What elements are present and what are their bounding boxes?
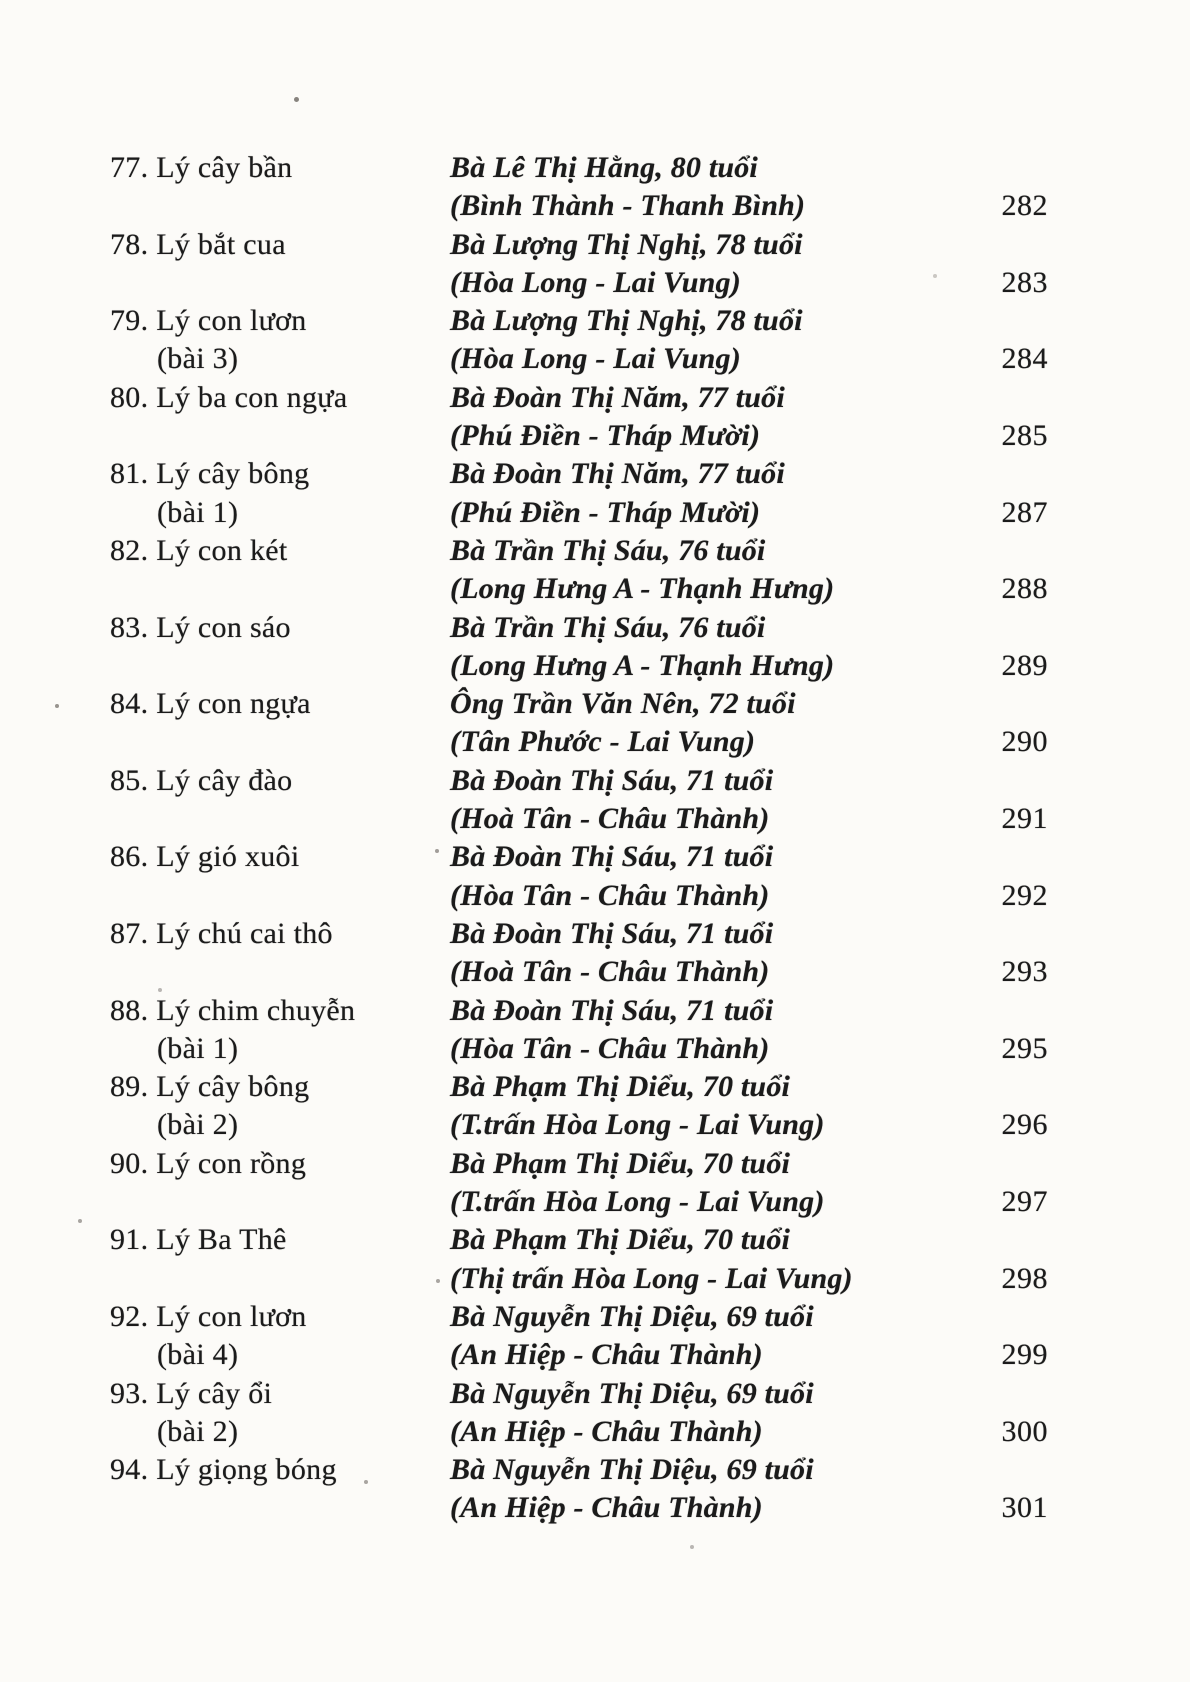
toc-entry bbox=[110, 1068, 1048, 1145]
entry-title: 79. Lý con lươn bbox=[110, 304, 307, 338]
entry-title-cell bbox=[110, 149, 450, 226]
entry-place: (Long Hưng A - Thạnh Hưng) bbox=[450, 648, 835, 682]
entry-performer: Bà Đoàn Thị Sáu, 71 tuổi bbox=[450, 993, 774, 1027]
entry-subtitle bbox=[110, 877, 450, 915]
toc-entry bbox=[110, 1221, 1048, 1298]
entry-page-number: 295 bbox=[1001, 1031, 1048, 1065]
scan-speck bbox=[78, 1219, 82, 1223]
entry-performer: Bà Đoàn Thị Sáu, 71 tuổi bbox=[450, 840, 774, 874]
entry-title-cell bbox=[110, 1298, 450, 1375]
scan-speck bbox=[690, 1545, 694, 1549]
entry-title: 91. Lý Ba Thê bbox=[110, 1223, 287, 1257]
entry-page-cell bbox=[928, 915, 1048, 992]
entry-place: (Hoà Tân - Châu Thành) bbox=[450, 802, 770, 836]
toc-entry bbox=[110, 685, 1048, 762]
entry-title: 90. Lý con rồng bbox=[110, 1146, 307, 1180]
entry-title-cell bbox=[110, 762, 450, 839]
entry-title-cell bbox=[110, 685, 450, 762]
entry-page-spacer bbox=[928, 1451, 1048, 1489]
entry-performer: Bà Trần Thị Sáu, 76 tuổi bbox=[450, 533, 766, 567]
scan-speck bbox=[364, 1480, 368, 1484]
entry-page-number: 297 bbox=[1001, 1185, 1048, 1219]
scan-speck bbox=[933, 274, 937, 278]
entry-page-cell bbox=[928, 532, 1048, 609]
scan-speck bbox=[294, 97, 299, 102]
entry-page-spacer bbox=[928, 379, 1048, 417]
entry-page-spacer bbox=[928, 226, 1048, 264]
entry-title: 94. Lý giọng bóng bbox=[110, 1453, 337, 1487]
entry-performer: Bà Lượng Thị Nghị, 78 tuổi bbox=[450, 304, 803, 338]
entry-place: (An Hiệp - Châu Thành) bbox=[450, 1491, 763, 1525]
entry-title-cell bbox=[110, 1145, 450, 1222]
entry-title: 88. Lý chim chuyễn bbox=[110, 993, 356, 1027]
entry-page-cell bbox=[928, 1068, 1048, 1145]
toc-entry bbox=[110, 302, 1048, 379]
entry-page-number: 288 bbox=[1001, 572, 1048, 606]
entry-title-cell bbox=[110, 838, 450, 915]
entry-source-cell bbox=[450, 685, 928, 762]
entry-page-spacer bbox=[928, 1145, 1048, 1183]
entry-title-cell bbox=[110, 915, 450, 992]
entry-subtitle bbox=[110, 723, 450, 761]
entry-performer: Bà Đoàn Thị Sáu, 71 tuổi bbox=[450, 916, 774, 950]
entry-performer: Bà Phạm Thị Diểu, 70 tuổi bbox=[450, 1223, 791, 1257]
entry-title: 82. Lý con két bbox=[110, 533, 288, 567]
entry-page-cell bbox=[928, 226, 1048, 303]
entry-title-cell bbox=[110, 992, 450, 1069]
entry-performer: Bà Lượng Thị Nghị, 78 tuổi bbox=[450, 227, 803, 261]
entry-page-cell bbox=[928, 1375, 1048, 1452]
entry-title-cell bbox=[110, 532, 450, 609]
entry-page-cell bbox=[928, 762, 1048, 839]
entry-place: (Hòa Tân - Châu Thành) bbox=[450, 878, 770, 912]
entry-source-cell bbox=[450, 609, 928, 686]
entry-title: 80. Lý ba con ngựa bbox=[110, 380, 348, 414]
entry-page-cell bbox=[928, 1221, 1048, 1298]
entry-title-cell bbox=[110, 302, 450, 379]
entry-page-cell bbox=[928, 379, 1048, 456]
scan-speck bbox=[435, 849, 439, 853]
entry-page-number: 282 bbox=[1001, 189, 1048, 223]
entry-place: (Hòa Tân - Châu Thành) bbox=[450, 1031, 770, 1065]
entry-title-cell bbox=[110, 1375, 450, 1452]
scan-speck bbox=[436, 1279, 440, 1283]
entry-page-cell bbox=[928, 609, 1048, 686]
entry-subtitle: (bài 2) bbox=[157, 1108, 239, 1142]
entry-source-cell bbox=[450, 1451, 928, 1528]
entry-page-spacer bbox=[928, 685, 1048, 723]
entry-place: (T.trấn Hòa Long - Lai Vung) bbox=[450, 1185, 825, 1219]
entry-source-cell bbox=[450, 1298, 928, 1375]
entry-subtitle bbox=[110, 1183, 450, 1221]
entry-performer: Ông Trần Văn Nên, 72 tuổi bbox=[450, 687, 796, 721]
entry-performer: Bà Lê Thị Hằng, 80 tuổi bbox=[450, 151, 758, 184]
entry-source-cell bbox=[450, 838, 928, 915]
entry-title-cell bbox=[110, 1221, 450, 1298]
entry-title: 86. Lý gió xuôi bbox=[110, 840, 300, 874]
entry-page-number: 301 bbox=[1001, 1491, 1048, 1525]
toc-entry bbox=[110, 1145, 1048, 1222]
entry-place: (Hòa Long - Lai Vung) bbox=[450, 265, 741, 299]
entry-subtitle bbox=[110, 570, 450, 608]
entry-page-spacer bbox=[928, 609, 1048, 647]
entry-title: 85. Lý cây đào bbox=[110, 763, 293, 797]
entry-page-cell bbox=[928, 149, 1048, 226]
entry-performer: Bà Nguyễn Thị Diệu, 69 tuổi bbox=[450, 1376, 814, 1410]
entry-subtitle bbox=[110, 800, 450, 838]
entry-page-spacer bbox=[928, 455, 1048, 493]
entry-title: 93. Lý cây ổi bbox=[110, 1376, 273, 1410]
entry-page-cell bbox=[928, 685, 1048, 762]
entry-page-spacer bbox=[928, 762, 1048, 800]
entry-page-cell bbox=[928, 992, 1048, 1069]
entry-page-number: 290 bbox=[1001, 725, 1048, 759]
entry-performer: Bà Đoàn Thị Năm, 77 tuổi bbox=[450, 457, 785, 491]
entry-page-number: 291 bbox=[1001, 802, 1048, 836]
entry-subtitle bbox=[110, 187, 450, 225]
entry-page-spacer bbox=[928, 838, 1048, 876]
entry-page-number: 299 bbox=[1001, 1338, 1048, 1372]
entry-subtitle bbox=[110, 417, 450, 455]
entry-source-cell bbox=[450, 379, 928, 456]
entry-place: (Thị trấn Hòa Long - Lai Vung) bbox=[450, 1261, 853, 1295]
entry-page-spacer bbox=[928, 532, 1048, 570]
entry-title-cell bbox=[110, 609, 450, 686]
entry-title: 92. Lý con lươn bbox=[110, 1299, 307, 1333]
toc-entry bbox=[110, 532, 1048, 609]
entry-place: (Hòa Long - Lai Vung) bbox=[450, 342, 741, 376]
entry-subtitle: (bài 1) bbox=[157, 1031, 239, 1065]
entry-place: (An Hiệp - Châu Thành) bbox=[450, 1414, 763, 1448]
entry-page-spacer bbox=[928, 992, 1048, 1030]
entry-title: 77. Lý cây bần bbox=[110, 151, 293, 184]
entry-source-cell bbox=[450, 915, 928, 992]
entry-page-spacer bbox=[928, 1375, 1048, 1413]
entry-page-spacer bbox=[928, 1298, 1048, 1336]
entry-page-number: 296 bbox=[1001, 1108, 1048, 1142]
toc-entry bbox=[110, 762, 1048, 839]
entry-source-cell bbox=[450, 302, 928, 379]
entry-source-cell bbox=[450, 762, 928, 839]
entry-title: 83. Lý con sáo bbox=[110, 610, 291, 644]
entry-subtitle bbox=[110, 647, 450, 685]
entry-title: 81. Lý cây bông bbox=[110, 457, 310, 491]
entry-place: (Phú Điền - Tháp Mười) bbox=[450, 495, 761, 529]
entry-title: 87. Lý chú cai thô bbox=[110, 916, 333, 950]
entry-performer: Bà Trần Thị Sáu, 76 tuổi bbox=[450, 610, 766, 644]
entry-source-cell bbox=[450, 532, 928, 609]
entry-page-number: 300 bbox=[1001, 1414, 1048, 1448]
entry-performer: Bà Đoàn Thị Năm, 77 tuổi bbox=[450, 380, 785, 414]
entry-performer: Bà Nguyễn Thị Diệu, 69 tuổi bbox=[450, 1299, 814, 1333]
entry-place: (Phú Điền - Tháp Mười) bbox=[450, 419, 761, 453]
toc-entry bbox=[110, 226, 1048, 303]
entry-source-cell bbox=[450, 992, 928, 1069]
entry-title-cell bbox=[110, 455, 450, 532]
toc-entry bbox=[110, 379, 1048, 456]
scan-speck bbox=[55, 704, 59, 708]
entry-page-number: 289 bbox=[1001, 648, 1048, 682]
entry-subtitle: (bài 2) bbox=[157, 1414, 239, 1448]
entry-page-number: 298 bbox=[1001, 1261, 1048, 1295]
entry-performer: Bà Nguyễn Thị Diệu, 69 tuổi bbox=[450, 1453, 814, 1487]
entry-page-spacer bbox=[928, 1068, 1048, 1106]
entry-place: (Tân Phước - Lai Vung) bbox=[450, 725, 756, 759]
scan-speck bbox=[158, 988, 162, 992]
toc-entry bbox=[110, 1451, 1048, 1528]
toc-entry bbox=[110, 1375, 1048, 1452]
entry-place: (Hoà Tân - Châu Thành) bbox=[450, 955, 770, 989]
toc-entry bbox=[110, 609, 1048, 686]
toc-entry bbox=[110, 149, 1048, 226]
entry-place: (An Hiệp - Châu Thành) bbox=[450, 1338, 763, 1372]
entry-subtitle: (bài 1) bbox=[157, 495, 239, 529]
entry-title: 78. Lý bắt cua bbox=[110, 227, 286, 261]
entry-page-spacer bbox=[928, 1221, 1048, 1259]
toc-list bbox=[110, 149, 1048, 1528]
entry-page-cell bbox=[928, 455, 1048, 532]
entry-subtitle bbox=[110, 264, 450, 302]
entry-place: (Long Hưng A - Thạnh Hưng) bbox=[450, 572, 835, 606]
entry-page-cell bbox=[928, 1298, 1048, 1375]
entry-place: (Bình Thành - Thanh Bình) bbox=[450, 189, 806, 223]
entry-performer: Bà Phạm Thị Diểu, 70 tuổi bbox=[450, 1070, 791, 1104]
entry-title-cell bbox=[110, 1068, 450, 1145]
entry-source-cell bbox=[450, 1145, 928, 1222]
entry-page-spacer bbox=[928, 302, 1048, 340]
entry-page-cell bbox=[928, 838, 1048, 915]
entry-page-number: 292 bbox=[1001, 878, 1048, 912]
entry-subtitle: (bài 4) bbox=[157, 1338, 239, 1372]
entry-source-cell bbox=[450, 1221, 928, 1298]
entry-page-number: 283 bbox=[1001, 265, 1048, 299]
entry-subtitle: (bài 3) bbox=[157, 342, 239, 376]
toc-entry bbox=[110, 838, 1048, 915]
entry-page-cell bbox=[928, 1145, 1048, 1222]
entry-page-cell bbox=[928, 1451, 1048, 1528]
entry-source-cell bbox=[450, 149, 928, 226]
toc-entry bbox=[110, 1298, 1048, 1375]
entry-performer: Bà Đoàn Thị Sáu, 71 tuổi bbox=[450, 763, 774, 797]
toc-entry bbox=[110, 915, 1048, 992]
entry-page-number: 285 bbox=[1001, 419, 1048, 453]
entry-source-cell bbox=[450, 226, 928, 303]
entry-title-cell bbox=[110, 226, 450, 303]
entry-page-number: 287 bbox=[1001, 495, 1048, 529]
toc-entry bbox=[110, 992, 1048, 1069]
entry-page-spacer bbox=[928, 915, 1048, 953]
entry-page-cell bbox=[928, 302, 1048, 379]
toc-entry bbox=[110, 455, 1048, 532]
entry-subtitle bbox=[110, 953, 450, 991]
entry-subtitle bbox=[110, 1260, 450, 1298]
entry-place: (T.trấn Hòa Long - Lai Vung) bbox=[450, 1108, 825, 1142]
entry-performer: Bà Phạm Thị Diểu, 70 tuổi bbox=[450, 1146, 791, 1180]
entry-source-cell bbox=[450, 1068, 928, 1145]
entry-subtitle bbox=[110, 1489, 450, 1527]
entry-title: 89. Lý cây bông bbox=[110, 1070, 310, 1104]
entry-page-number: 293 bbox=[1001, 955, 1048, 989]
entry-source-cell bbox=[450, 1375, 928, 1452]
entry-page-number: 284 bbox=[1001, 342, 1048, 376]
entry-source-cell bbox=[450, 455, 928, 532]
entry-title-cell bbox=[110, 1451, 450, 1528]
entry-title: 84. Lý con ngựa bbox=[110, 687, 311, 721]
entry-page-spacer bbox=[928, 149, 1048, 187]
entry-title-cell bbox=[110, 379, 450, 456]
